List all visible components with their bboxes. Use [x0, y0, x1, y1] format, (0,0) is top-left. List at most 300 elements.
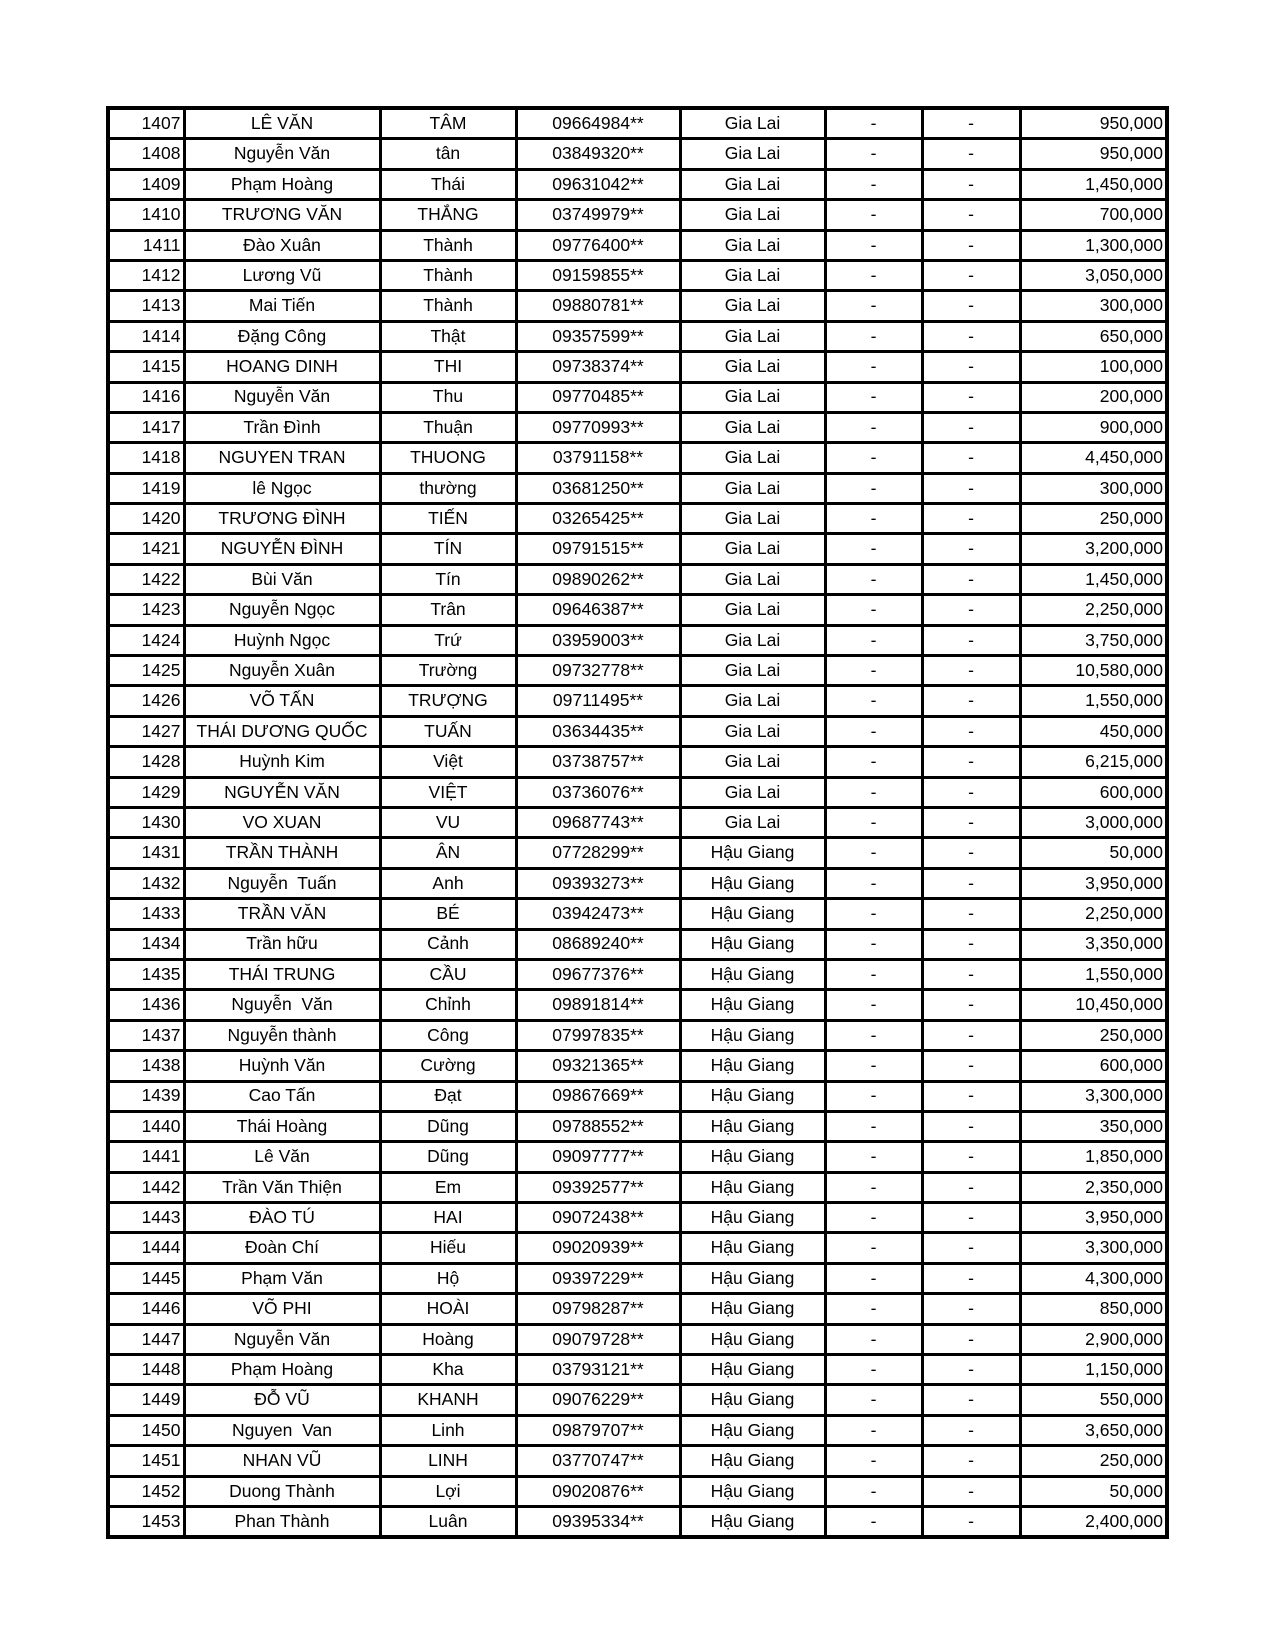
cell-amount: 2,400,000: [1020, 1506, 1167, 1537]
table-row: [108, 807, 1167, 837]
cell-row-number: 1412: [108, 260, 184, 290]
spreadsheet-area: [106, 106, 1169, 1539]
cell-amount: 1,150,000: [1020, 1355, 1167, 1385]
cell-last-name: Luân: [380, 1506, 516, 1537]
cell-dash-1: -: [825, 1324, 922, 1354]
cell-phone-masked: 09890262**: [516, 564, 680, 594]
table-body: [108, 108, 1167, 1537]
cell-dash-1: -: [825, 352, 922, 382]
cell-province: Gia Lai: [680, 534, 825, 564]
cell-last-name: Thành: [380, 291, 516, 321]
cell-row-number: 1453: [108, 1506, 184, 1537]
cell-first-name: Phạm Văn: [184, 1263, 380, 1293]
cell-last-name: Dũng: [380, 1111, 516, 1141]
cell-amount: 3,000,000: [1020, 807, 1167, 837]
cell-row-number: 1421: [108, 534, 184, 564]
cell-amount: 850,000: [1020, 1294, 1167, 1324]
cell-amount: 1,550,000: [1020, 959, 1167, 989]
cell-dash-2: -: [922, 139, 1020, 169]
cell-phone-masked: 09687743**: [516, 807, 680, 837]
cell-last-name: Thành: [380, 230, 516, 260]
table-row: [108, 1233, 1167, 1263]
cell-first-name: ĐÀO TÚ: [184, 1203, 380, 1233]
cell-dash-1: -: [825, 139, 922, 169]
table-row: [108, 169, 1167, 199]
cell-province: Hậu Giang: [680, 1142, 825, 1172]
table-row: [108, 230, 1167, 260]
cell-province: Hậu Giang: [680, 1111, 825, 1141]
cell-province: Hậu Giang: [680, 1506, 825, 1537]
table-row: [108, 838, 1167, 868]
cell-amount: 3,050,000: [1020, 260, 1167, 290]
cell-dash-1: -: [825, 838, 922, 868]
cell-first-name: Nguyễn thành: [184, 1020, 380, 1050]
cell-province: Gia Lai: [680, 777, 825, 807]
cell-first-name: Đoàn Chí: [184, 1233, 380, 1263]
cell-dash-1: -: [825, 169, 922, 199]
cell-phone-masked: 03849320**: [516, 139, 680, 169]
table-row: [108, 1385, 1167, 1415]
cell-row-number: 1408: [108, 139, 184, 169]
cell-first-name: HOANG DINH: [184, 352, 380, 382]
cell-phone-masked: 03736076**: [516, 777, 680, 807]
cell-phone-masked: 03634435**: [516, 716, 680, 746]
cell-province: Gia Lai: [680, 807, 825, 837]
cell-phone-masked: 09732778**: [516, 656, 680, 686]
cell-last-name: Lợi: [380, 1476, 516, 1506]
cell-last-name: Tín: [380, 564, 516, 594]
cell-phone-masked: 09072438**: [516, 1203, 680, 1233]
cell-dash-2: -: [922, 625, 1020, 655]
cell-phone-masked: 09798287**: [516, 1294, 680, 1324]
cell-first-name: Nguyễn Ngọc: [184, 595, 380, 625]
cell-first-name: Thái Hoàng: [184, 1111, 380, 1141]
cell-phone-masked: 09891814**: [516, 990, 680, 1020]
cell-first-name: NGUYỄN ĐÌNH: [184, 534, 380, 564]
cell-dash-1: -: [825, 1233, 922, 1263]
table-row: [108, 108, 1167, 139]
cell-first-name: Huỳnh Kim: [184, 747, 380, 777]
cell-dash-1: -: [825, 1263, 922, 1293]
cell-last-name: Hoàng: [380, 1324, 516, 1354]
cell-amount: 250,000: [1020, 1446, 1167, 1476]
cell-row-number: 1435: [108, 959, 184, 989]
cell-dash-1: -: [825, 807, 922, 837]
cell-last-name: TRƯỢNG: [380, 686, 516, 716]
cell-phone-masked: 09677376**: [516, 959, 680, 989]
cell-first-name: Nguyễn Văn: [184, 382, 380, 412]
cell-last-name: THẮNG: [380, 200, 516, 230]
cell-amount: 1,550,000: [1020, 686, 1167, 716]
cell-phone-masked: 03770747**: [516, 1446, 680, 1476]
cell-province: Hậu Giang: [680, 899, 825, 929]
cell-dash-1: -: [825, 473, 922, 503]
cell-row-number: 1448: [108, 1355, 184, 1385]
cell-province: Hậu Giang: [680, 1051, 825, 1081]
cell-dash-1: -: [825, 1051, 922, 1081]
cell-dash-2: -: [922, 473, 1020, 503]
cell-amount: 3,300,000: [1020, 1081, 1167, 1111]
cell-row-number: 1423: [108, 595, 184, 625]
cell-dash-2: -: [922, 1111, 1020, 1141]
cell-phone-masked: 03749979**: [516, 200, 680, 230]
cell-first-name: Lương Vũ: [184, 260, 380, 290]
table-row: [108, 260, 1167, 290]
cell-phone-masked: 03791158**: [516, 443, 680, 473]
cell-dash-2: -: [922, 656, 1020, 686]
cell-row-number: 1426: [108, 686, 184, 716]
cell-dash-2: -: [922, 1020, 1020, 1050]
cell-first-name: ĐỖ VŨ: [184, 1385, 380, 1415]
table-row: [108, 1203, 1167, 1233]
cell-row-number: 1449: [108, 1385, 184, 1415]
table-row: [108, 929, 1167, 959]
cell-first-name: Huỳnh Ngọc: [184, 625, 380, 655]
cell-first-name: Huỳnh Văn: [184, 1051, 380, 1081]
cell-dash-1: -: [825, 382, 922, 412]
cell-phone-masked: 09079728**: [516, 1324, 680, 1354]
cell-row-number: 1446: [108, 1294, 184, 1324]
table-row: [108, 1324, 1167, 1354]
cell-phone-masked: 09791515**: [516, 534, 680, 564]
cell-row-number: 1424: [108, 625, 184, 655]
cell-phone-masked: 09711495**: [516, 686, 680, 716]
cell-row-number: 1409: [108, 169, 184, 199]
table-row: [108, 686, 1167, 716]
cell-amount: 550,000: [1020, 1385, 1167, 1415]
cell-dash-1: -: [825, 534, 922, 564]
cell-last-name: Hộ: [380, 1263, 516, 1293]
cell-dash-2: -: [922, 1294, 1020, 1324]
cell-amount: 2,350,000: [1020, 1172, 1167, 1202]
cell-last-name: Công: [380, 1020, 516, 1050]
cell-dash-2: -: [922, 929, 1020, 959]
table-row: [108, 1142, 1167, 1172]
cell-dash-1: -: [825, 108, 922, 139]
cell-dash-2: -: [922, 807, 1020, 837]
cell-last-name: HAI: [380, 1203, 516, 1233]
cell-first-name: Nguyễn Văn: [184, 139, 380, 169]
cell-dash-1: -: [825, 1476, 922, 1506]
cell-last-name: BÉ: [380, 899, 516, 929]
cell-last-name: Kha: [380, 1355, 516, 1385]
cell-province: Hậu Giang: [680, 1355, 825, 1385]
cell-dash-1: -: [825, 1081, 922, 1111]
cell-dash-1: -: [825, 1172, 922, 1202]
cell-province: Gia Lai: [680, 321, 825, 351]
table-row: [108, 1051, 1167, 1081]
cell-row-number: 1438: [108, 1051, 184, 1081]
cell-row-number: 1430: [108, 807, 184, 837]
table-row: [108, 625, 1167, 655]
cell-phone-masked: 09397229**: [516, 1263, 680, 1293]
cell-dash-1: -: [825, 443, 922, 473]
cell-row-number: 1415: [108, 352, 184, 382]
cell-row-number: 1432: [108, 868, 184, 898]
cell-amount: 10,580,000: [1020, 656, 1167, 686]
cell-province: Hậu Giang: [680, 1415, 825, 1445]
cell-phone-masked: 09770993**: [516, 412, 680, 442]
cell-dash-2: -: [922, 1172, 1020, 1202]
cell-amount: 950,000: [1020, 139, 1167, 169]
cell-first-name: Lê Văn: [184, 1142, 380, 1172]
cell-dash-2: -: [922, 1051, 1020, 1081]
cell-amount: 3,750,000: [1020, 625, 1167, 655]
cell-dash-1: -: [825, 260, 922, 290]
cell-first-name: THÁI DƯƠNG QUỐC: [184, 716, 380, 746]
cell-province: Hậu Giang: [680, 1233, 825, 1263]
cell-amount: 1,450,000: [1020, 564, 1167, 594]
cell-province: Gia Lai: [680, 473, 825, 503]
cell-row-number: 1418: [108, 443, 184, 473]
cell-dash-2: -: [922, 443, 1020, 473]
cell-last-name: Đạt: [380, 1081, 516, 1111]
table-row: [108, 1111, 1167, 1141]
cell-dash-1: -: [825, 1294, 922, 1324]
cell-row-number: 1441: [108, 1142, 184, 1172]
table-row: [108, 443, 1167, 473]
cell-province: Gia Lai: [680, 200, 825, 230]
cell-phone-masked: 09097777**: [516, 1142, 680, 1172]
cell-last-name: TUẤN: [380, 716, 516, 746]
cell-dash-2: -: [922, 777, 1020, 807]
table-row: [108, 1020, 1167, 1050]
cell-row-number: 1437: [108, 1020, 184, 1050]
cell-last-name: thường: [380, 473, 516, 503]
cell-dash-1: -: [825, 1506, 922, 1537]
cell-phone-masked: 09020939**: [516, 1233, 680, 1263]
cell-province: Hậu Giang: [680, 929, 825, 959]
cell-first-name: Đặng Công: [184, 321, 380, 351]
cell-amount: 950,000: [1020, 108, 1167, 139]
cell-amount: 250,000: [1020, 504, 1167, 534]
cell-dash-1: -: [825, 868, 922, 898]
cell-dash-2: -: [922, 260, 1020, 290]
cell-row-number: 1443: [108, 1203, 184, 1233]
cell-dash-1: -: [825, 564, 922, 594]
cell-first-name: TRẦN THÀNH: [184, 838, 380, 868]
table-row: [108, 777, 1167, 807]
cell-last-name: Em: [380, 1172, 516, 1202]
cell-dash-2: -: [922, 990, 1020, 1020]
cell-phone-masked: 09867669**: [516, 1081, 680, 1111]
cell-dash-2: -: [922, 1476, 1020, 1506]
cell-amount: 300,000: [1020, 291, 1167, 321]
cell-first-name: VÕ TẤN: [184, 686, 380, 716]
cell-last-name: HOÀI: [380, 1294, 516, 1324]
cell-first-name: Đào Xuân: [184, 230, 380, 260]
cell-dash-2: -: [922, 169, 1020, 199]
cell-amount: 2,250,000: [1020, 595, 1167, 625]
cell-amount: 3,950,000: [1020, 1203, 1167, 1233]
cell-last-name: Thật: [380, 321, 516, 351]
cell-amount: 900,000: [1020, 412, 1167, 442]
cell-province: Gia Lai: [680, 595, 825, 625]
cell-amount: 3,300,000: [1020, 1233, 1167, 1263]
cell-dash-1: -: [825, 929, 922, 959]
cell-phone-masked: 09393273**: [516, 868, 680, 898]
cell-last-name: Hiếu: [380, 1233, 516, 1263]
cell-first-name: TRƯƠNG ĐÌNH: [184, 504, 380, 534]
cell-province: Hậu Giang: [680, 1476, 825, 1506]
cell-dash-2: -: [922, 1081, 1020, 1111]
cell-amount: 350,000: [1020, 1111, 1167, 1141]
cell-phone-masked: 09357599**: [516, 321, 680, 351]
cell-province: Gia Lai: [680, 443, 825, 473]
cell-amount: 3,650,000: [1020, 1415, 1167, 1445]
table-row: [108, 473, 1167, 503]
cell-phone-masked: 09880781**: [516, 291, 680, 321]
cell-last-name: KHANH: [380, 1385, 516, 1415]
table-row: [108, 595, 1167, 625]
cell-dash-2: -: [922, 564, 1020, 594]
table-row: [108, 716, 1167, 746]
cell-dash-2: -: [922, 108, 1020, 139]
cell-dash-2: -: [922, 382, 1020, 412]
cell-phone-masked: 09020876**: [516, 1476, 680, 1506]
cell-row-number: 1445: [108, 1263, 184, 1293]
cell-amount: 3,950,000: [1020, 868, 1167, 898]
cell-province: Hậu Giang: [680, 1020, 825, 1050]
table-row: [108, 1263, 1167, 1293]
cell-province: Hậu Giang: [680, 1263, 825, 1293]
donor-list-table: [106, 106, 1169, 1539]
cell-province: Gia Lai: [680, 108, 825, 139]
cell-dash-2: -: [922, 747, 1020, 777]
cell-first-name: TRẦN VĂN: [184, 899, 380, 929]
cell-dash-2: -: [922, 1263, 1020, 1293]
cell-last-name: Dũng: [380, 1142, 516, 1172]
cell-dash-2: -: [922, 959, 1020, 989]
cell-row-number: 1442: [108, 1172, 184, 1202]
cell-province: Hậu Giang: [680, 868, 825, 898]
cell-dash-1: -: [825, 1355, 922, 1385]
cell-last-name: Trứ: [380, 625, 516, 655]
cell-amount: 200,000: [1020, 382, 1167, 412]
cell-last-name: Thái: [380, 169, 516, 199]
cell-dash-1: -: [825, 412, 922, 442]
cell-dash-2: -: [922, 352, 1020, 382]
cell-province: Hậu Giang: [680, 1172, 825, 1202]
cell-first-name: Nguyễn Văn: [184, 990, 380, 1020]
cell-province: Gia Lai: [680, 291, 825, 321]
cell-phone-masked: 09159855**: [516, 260, 680, 290]
cell-dash-2: -: [922, 1233, 1020, 1263]
cell-dash-1: -: [825, 656, 922, 686]
cell-first-name: VO XUAN: [184, 807, 380, 837]
cell-last-name: Cảnh: [380, 929, 516, 959]
cell-amount: 50,000: [1020, 838, 1167, 868]
cell-dash-1: -: [825, 291, 922, 321]
cell-amount: 1,850,000: [1020, 1142, 1167, 1172]
cell-row-number: 1407: [108, 108, 184, 139]
cell-last-name: ÂN: [380, 838, 516, 868]
cell-phone-masked: 09646387**: [516, 595, 680, 625]
cell-row-number: 1420: [108, 504, 184, 534]
cell-last-name: VIỆT: [380, 777, 516, 807]
cell-row-number: 1419: [108, 473, 184, 503]
table-row: [108, 321, 1167, 351]
cell-phone-masked: 09788552**: [516, 1111, 680, 1141]
cell-row-number: 1425: [108, 656, 184, 686]
cell-province: Gia Lai: [680, 352, 825, 382]
cell-row-number: 1450: [108, 1415, 184, 1445]
cell-last-name: Trân: [380, 595, 516, 625]
cell-last-name: TÂM: [380, 108, 516, 139]
cell-dash-1: -: [825, 625, 922, 655]
cell-province: Hậu Giang: [680, 1203, 825, 1233]
table-row: [108, 200, 1167, 230]
cell-first-name: lê Ngọc: [184, 473, 380, 503]
cell-dash-1: -: [825, 230, 922, 260]
cell-dash-2: -: [922, 1324, 1020, 1354]
cell-phone-masked: 09076229**: [516, 1385, 680, 1415]
table-row: [108, 382, 1167, 412]
cell-amount: 100,000: [1020, 352, 1167, 382]
cell-amount: 10,450,000: [1020, 990, 1167, 1020]
cell-phone-masked: 03265425**: [516, 504, 680, 534]
cell-first-name: Mai Tiến: [184, 291, 380, 321]
cell-row-number: 1431: [108, 838, 184, 868]
cell-dash-1: -: [825, 747, 922, 777]
cell-province: Hậu Giang: [680, 1446, 825, 1476]
cell-amount: 3,200,000: [1020, 534, 1167, 564]
cell-last-name: Trường: [380, 656, 516, 686]
cell-last-name: THI: [380, 352, 516, 382]
cell-province: Gia Lai: [680, 412, 825, 442]
cell-phone-masked: 03681250**: [516, 473, 680, 503]
cell-province: Gia Lai: [680, 230, 825, 260]
cell-amount: 50,000: [1020, 1476, 1167, 1506]
cell-amount: 1,450,000: [1020, 169, 1167, 199]
cell-dash-2: -: [922, 595, 1020, 625]
table-row: [108, 868, 1167, 898]
table-row: [108, 504, 1167, 534]
cell-province: Hậu Giang: [680, 959, 825, 989]
cell-province: Gia Lai: [680, 139, 825, 169]
cell-phone-masked: 07997835**: [516, 1020, 680, 1050]
cell-province: Gia Lai: [680, 260, 825, 290]
cell-amount: 2,250,000: [1020, 899, 1167, 929]
table-row: [108, 1294, 1167, 1324]
cell-phone-masked: 09321365**: [516, 1051, 680, 1081]
cell-first-name: Nguyễn Tuấn: [184, 868, 380, 898]
cell-dash-1: -: [825, 990, 922, 1020]
cell-dash-1: -: [825, 959, 922, 989]
cell-dash-1: -: [825, 1203, 922, 1233]
table-row: [108, 534, 1167, 564]
table-row: [108, 1355, 1167, 1385]
cell-row-number: 1429: [108, 777, 184, 807]
cell-dash-2: -: [922, 1203, 1020, 1233]
cell-amount: 1,300,000: [1020, 230, 1167, 260]
table-row: [108, 656, 1167, 686]
cell-dash-1: -: [825, 899, 922, 929]
cell-province: Gia Lai: [680, 169, 825, 199]
cell-province: Hậu Giang: [680, 838, 825, 868]
cell-last-name: THUONG: [380, 443, 516, 473]
cell-dash-1: -: [825, 777, 922, 807]
cell-first-name: VÕ PHI: [184, 1294, 380, 1324]
cell-phone-masked: 03942473**: [516, 899, 680, 929]
cell-first-name: Nguyễn Xuân: [184, 656, 380, 686]
cell-first-name: Phan Thành: [184, 1506, 380, 1537]
cell-phone-masked: 03793121**: [516, 1355, 680, 1385]
cell-phone-masked: 07728299**: [516, 838, 680, 868]
cell-dash-2: -: [922, 230, 1020, 260]
cell-amount: 4,300,000: [1020, 1263, 1167, 1293]
cell-dash-2: -: [922, 412, 1020, 442]
